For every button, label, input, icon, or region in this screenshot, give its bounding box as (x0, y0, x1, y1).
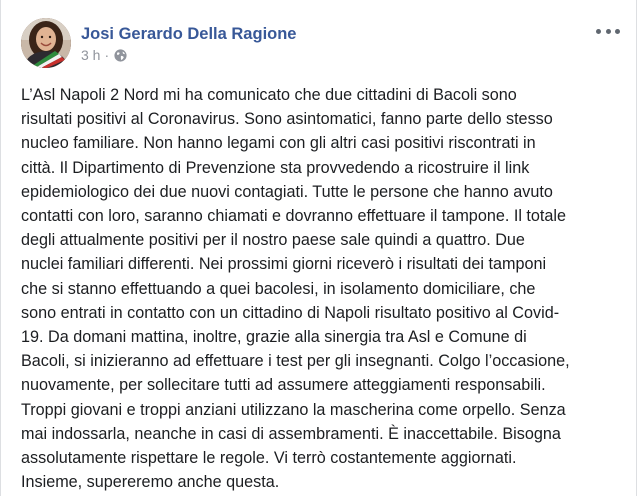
post-subline (81, 47, 296, 63)
post-meta (81, 24, 296, 63)
more-options-icon[interactable] (596, 24, 620, 38)
avatar-image (21, 18, 71, 68)
more-dot (615, 29, 620, 34)
post-body-text: L’Asl Napoli 2 Nord mi ha comunicato che due cittadini di Bacoli sono risultati positivi al Coronavirus. Sono asintomatici, fanno parte dello stesso nucleo familiare. Non hanno legami con gli altri casi positivi riscontrati in città. Il Dipartimento di Prevenzione sta provvedendo a ricostruire il link epidemiologico dei due nuovi contagiati. Tutte le persone che hanno avuto contatti con loro, saranno chiamati e dovranno effettuare il tampone. Il totale degli attualmente positivi per il nostro paese sale quindi a quattro. Due nuclei familiari differenti. Nei prossimi giorni riceverò i risultati dei tamponi che si stanno effettuando a quei bacolesi, in isolamento domiciliare, che sono entrati in contatto con un cittadino di Napoli risultato positivo al Covid- 19. Da domani mattina, inoltre, grazie alla sinergia tra Asl e Comune di Bacoli, si inizieranno ad effettuare i test per gli insegnanti. Colgo l’occasione, nuovamente, per sollecitare tutti ad assumere atteggiamenti responsabili. Troppi giovani e troppi anziani utilizzano la mascherina come orpello. Senza mai indossarla, neanche in casi di assembramenti. È inaccettabile. Bisogna assolutamente rispettare le regole. Vi terrò costantemente aggiornati. Insieme, supereremo anche questa. (21, 86, 570, 492)
avatar[interactable] (21, 18, 71, 68)
timestamp-link[interactable]: 3 h (81, 47, 101, 63)
post-header (21, 18, 296, 68)
separator-dot: · (104, 47, 110, 63)
more-dot (596, 29, 601, 34)
more-dot (606, 29, 611, 34)
globe-icon[interactable] (114, 49, 127, 62)
author-name-link[interactable]: Josi Gerardo Della Ragione (81, 25, 297, 43)
